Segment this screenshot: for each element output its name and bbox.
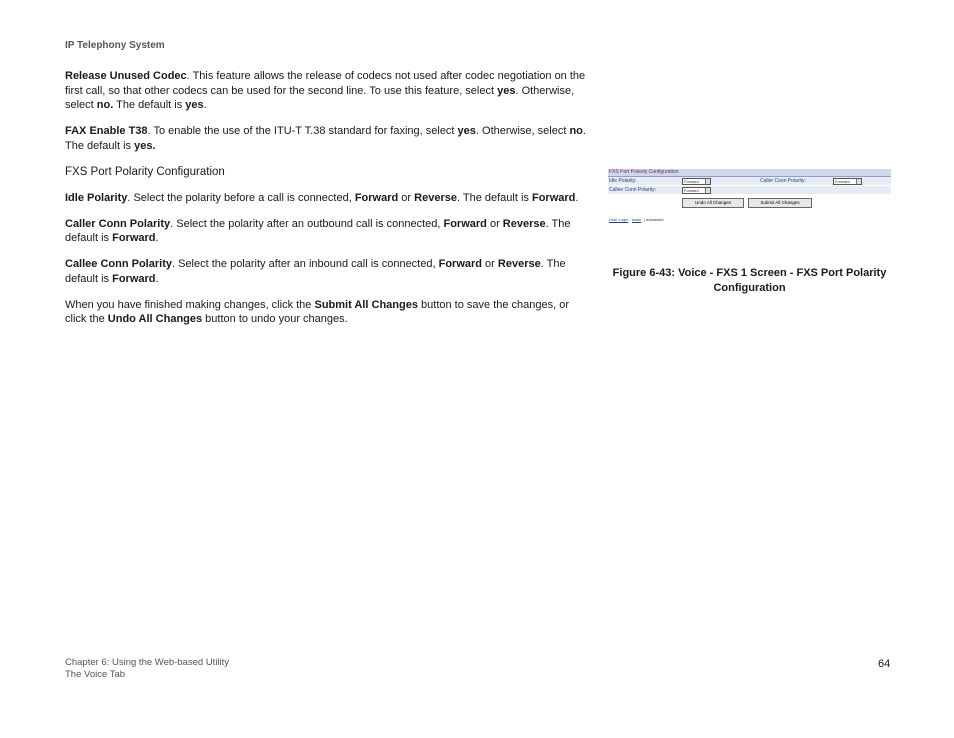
idle-polarity-select[interactable]: Forward — [682, 178, 711, 185]
user-login-link[interactable]: User Login — [609, 217, 629, 222]
running-header: IP Telephony System — [65, 40, 165, 51]
caller-conn-polarity-label: Caller Conn Polarity: — [760, 178, 806, 184]
term-fax-enable-t38: FAX Enable T38 — [65, 125, 148, 137]
paragraph-idle-polarity: Idle Polarity. Select the polarity before a call is connected, Forward or Reverse. The default is Forward. — [65, 191, 579, 204]
screenshot-button-row — [608, 197, 891, 209]
paragraph-release-unused-codec: Release Unused Codec. This feature allows the release of codecs not used after codec negotiation on the first call, so that other codecs can be used for the second line. To use this feature, select yes. Otherwise, select no. The default is yes. — [65, 70, 586, 111]
footer-section: The Voice Tab — [65, 669, 126, 680]
figure-caption — [608, 266, 891, 296]
screenshot-section-title: FXS Port Polarity Configuration — [608, 169, 891, 177]
page-number: 64 — [878, 658, 891, 670]
term-release-unused-codec: Release Unused Codec — [65, 70, 187, 82]
advanced-text: | advanced — [644, 217, 664, 222]
footer-chapter: Chapter 6: Using the Web-based Utility — [65, 657, 230, 668]
screenshot-row-2 — [608, 186, 891, 195]
idle-polarity-label: Idle Polarity: — [609, 178, 637, 184]
footer — [65, 657, 229, 681]
term-caller-conn-polarity: Caller Conn Polarity — [65, 217, 171, 230]
term-idle-polarity: Idle Polarity — [65, 191, 128, 204]
screenshot-links — [608, 209, 891, 223]
caller-conn-polarity-select[interactable]: Forward — [833, 178, 862, 185]
body-text — [65, 69, 587, 338]
callee-conn-polarity-label: Callee Conn Polarity: — [609, 187, 656, 193]
term-callee-conn-polarity: Callee Conn Polarity — [65, 258, 172, 270]
paragraph-caller-conn-polarity: Caller Conn Polarity. Select the polarity after an outbound call is connected, Forward or Reverse. The default is Forward. — [65, 217, 571, 244]
submit-all-changes-button[interactable]: Submit All Changes — [748, 198, 812, 208]
fxs-polarity-screenshot — [608, 169, 891, 223]
section-subheading: FXS Port Polarity Configuration — [65, 165, 225, 178]
figure-6-43 — [608, 169, 891, 296]
callee-conn-polarity-select[interactable]: Forward — [682, 187, 711, 194]
caption-line-1: Figure 6-43: Voice - FXS 1 Screen - FXS Port Polarity — [612, 267, 887, 279]
paragraph-finish: When you have finished making changes, click the Submit All Changes button to save the changes, or click the Undo All Changes button to undo your changes. — [65, 298, 570, 325]
paragraph-fax-enable-t38: FAX Enable T38. To enable the use of the ITU-T T.38 standard for faxing, select yes. Otherwise, select no. The default is yes. — [65, 125, 586, 152]
basic-link[interactable]: basic — [632, 217, 642, 222]
screenshot-row-1 — [608, 177, 891, 186]
undo-all-changes-button[interactable]: Undo All Changes — [682, 198, 744, 208]
paragraph-callee-conn-polarity: Callee Conn Polarity. Select the polarity after an inbound call is connected, Forward or Reverse. The default is Forward. — [65, 258, 566, 285]
caption-line-2: Configuration — [713, 282, 786, 294]
